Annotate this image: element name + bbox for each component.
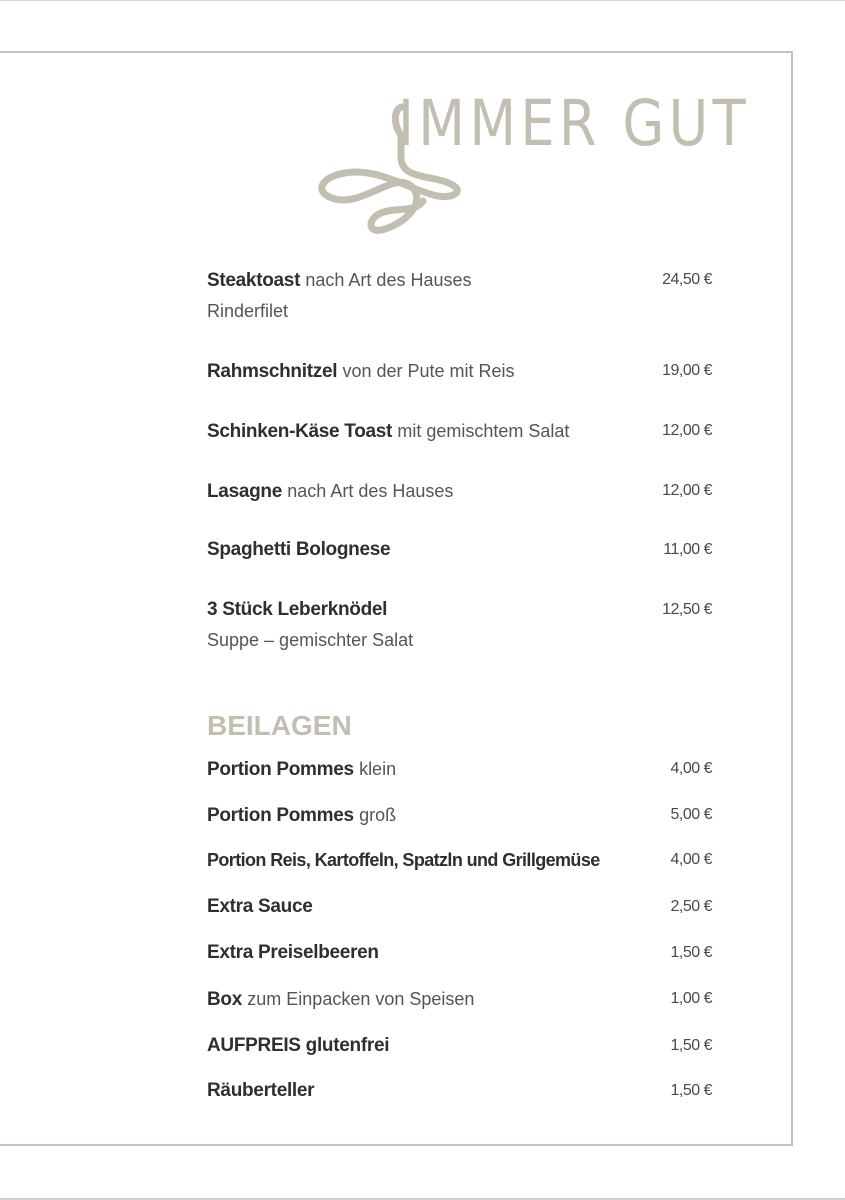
menu-item: [207, 265, 712, 326]
item-name: Portion Pommes: [207, 805, 354, 826]
menu-item: [207, 476, 712, 507]
item-name: Schinken-Käse Toast: [207, 421, 393, 442]
item-name: Portion Reis, Kartoffeln, Spatzln und Grillgemüse: [207, 850, 600, 870]
item-price: 5,00 €: [670, 806, 712, 823]
item-price: 24,50 €: [662, 271, 712, 288]
item-subtext: Rinderfilet: [207, 301, 289, 321]
item-description: nach Art des Hauses: [287, 481, 454, 501]
page-title: IMMER GUT: [398, 87, 751, 160]
item-price: 11,00 €: [663, 541, 712, 558]
item-name: Extra Preiselbeeren: [207, 942, 379, 963]
item-price: 1,00 €: [670, 990, 712, 1007]
item-description: groß: [359, 805, 397, 825]
item-subtext: Suppe – gemischter Salat: [207, 630, 414, 650]
section-title-sides: BEILAGEN: [207, 710, 352, 741]
item-name: Portion Pommes: [207, 759, 354, 780]
side-item: [207, 1031, 712, 1061]
side-item: [207, 845, 712, 876]
menu-item: [207, 595, 712, 655]
side-item: [207, 984, 712, 1015]
item-price: 12,00 €: [662, 422, 712, 439]
item-name: Box: [207, 989, 242, 1010]
menu-item: [207, 535, 712, 565]
side-item: [207, 892, 712, 922]
item-price: 2,50 €: [670, 898, 712, 915]
menu-item: [207, 416, 712, 447]
item-name: Räuberteller: [207, 1080, 315, 1101]
item-description: klein: [359, 759, 397, 779]
item-name: Extra Sauce: [207, 896, 313, 917]
side-item: [207, 754, 712, 785]
item-price: 4,00 €: [670, 760, 712, 777]
item-name: Lasagne: [207, 481, 282, 502]
item-description: nach Art des Hauses: [305, 270, 472, 290]
top-divider: [0, 0, 845, 1]
side-item: [207, 938, 712, 968]
item-name: Rahmschnitzel: [207, 361, 338, 382]
item-name: AUFPREIS glutenfrei: [207, 1035, 390, 1056]
item-price: 1,50 €: [670, 944, 712, 961]
item-description: zum Einpacken von Speisen: [247, 989, 475, 1009]
menu-item: [207, 356, 712, 387]
item-price: 12,00 €: [662, 482, 712, 499]
item-price: 12,50 €: [662, 601, 712, 618]
side-item: [207, 1076, 712, 1106]
item-price: 19,00 €: [662, 362, 712, 379]
item-price: 1,50 €: [670, 1082, 712, 1099]
item-price: 1,50 €: [670, 1037, 712, 1054]
side-item: [207, 800, 712, 831]
item-name: 3 Stück Leberknödel: [207, 599, 388, 620]
item-description: von der Pute mit Reis: [342, 361, 515, 381]
item-name: Spaghetti Bolognese: [207, 539, 391, 560]
item-name: Steaktoast: [207, 270, 301, 291]
item-price: 4,00 €: [670, 851, 712, 868]
item-description: mit gemischtem Salat: [397, 421, 570, 441]
